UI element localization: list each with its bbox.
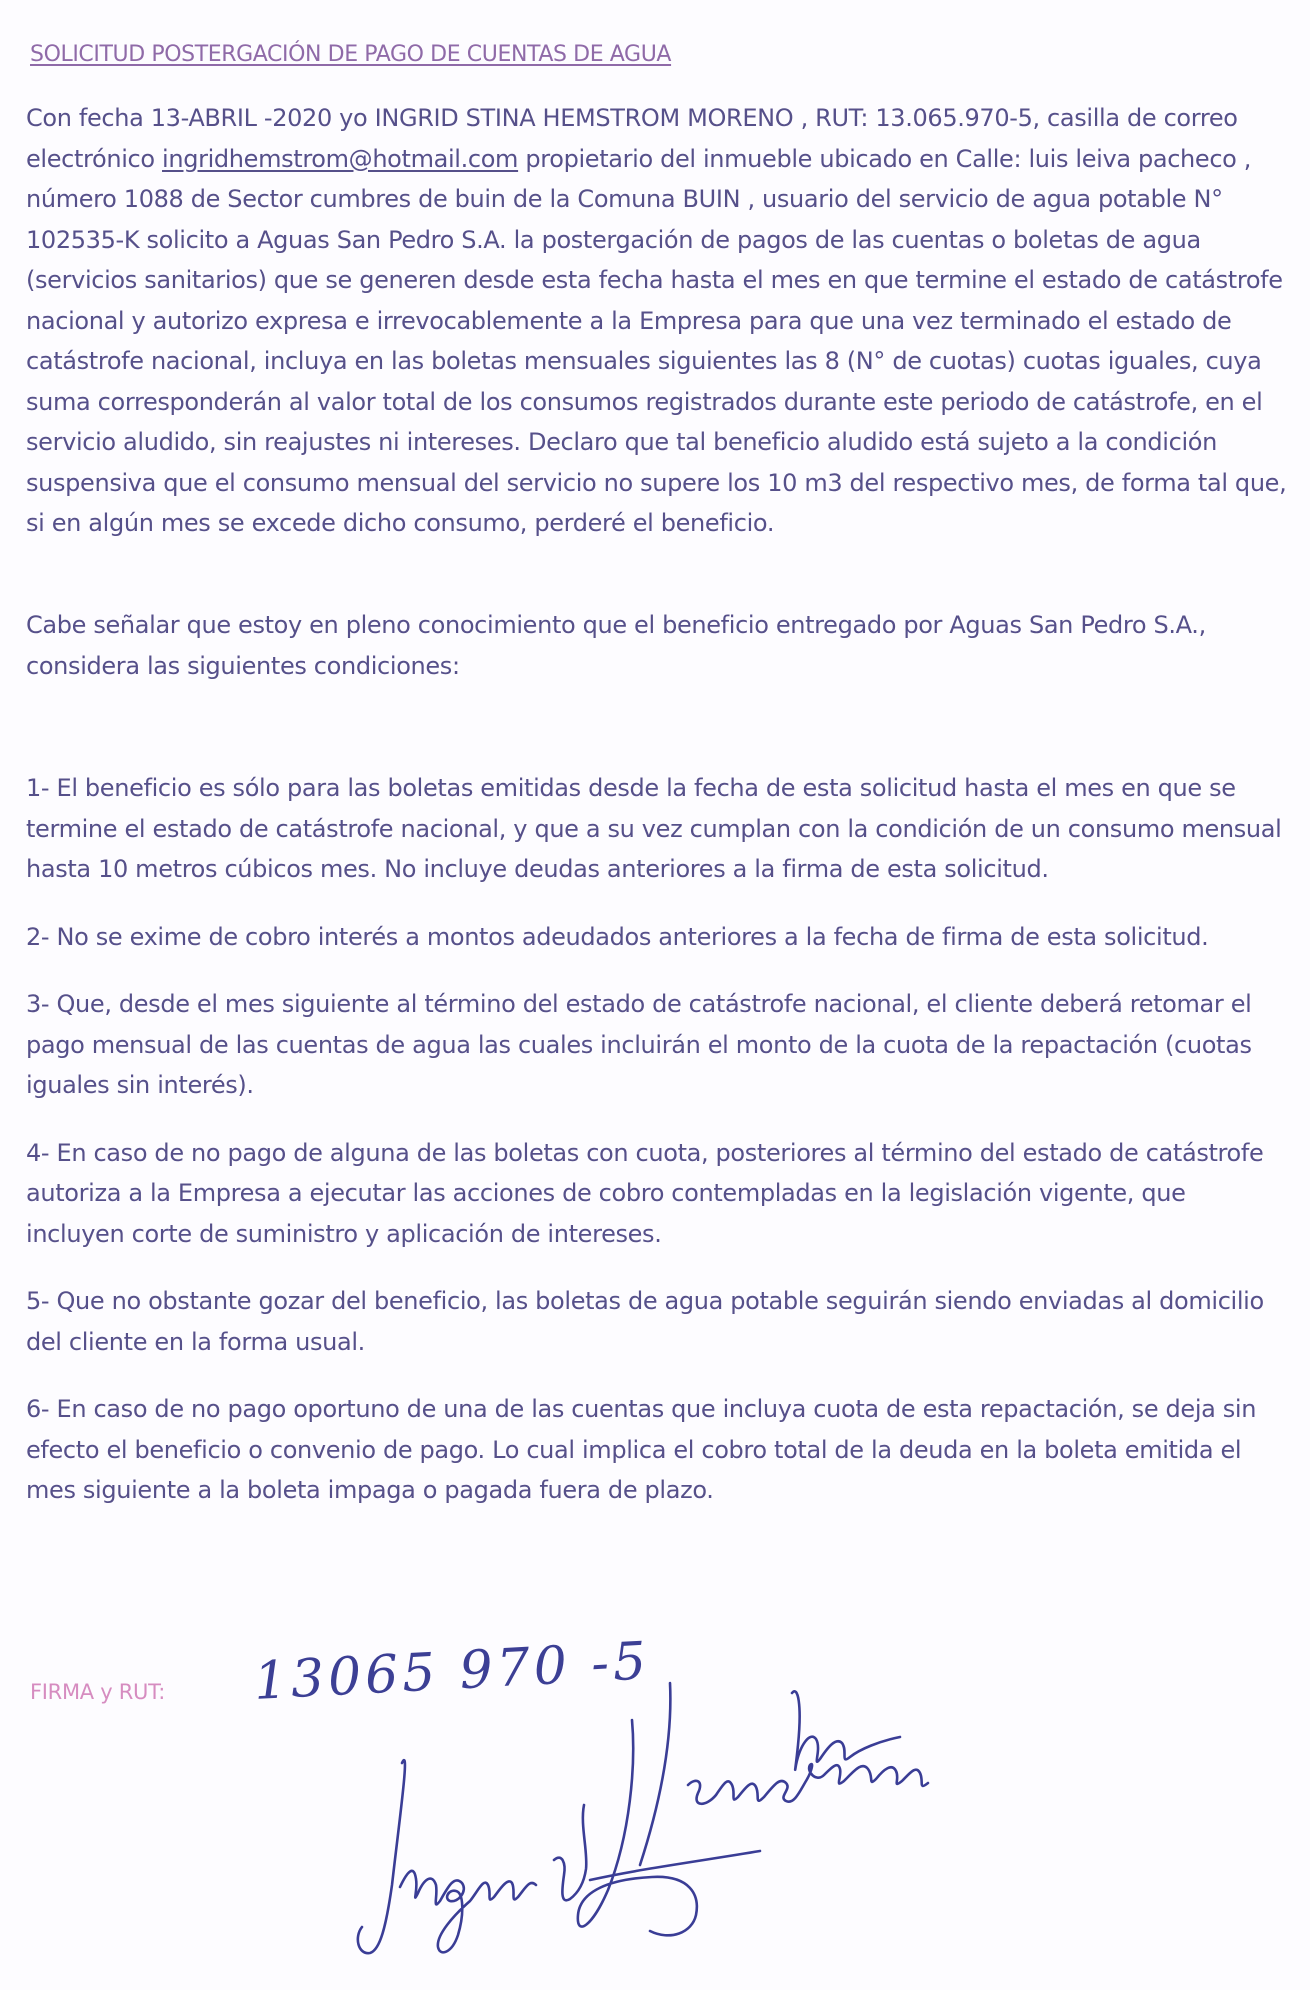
conditions-list: [26, 768, 1288, 1538]
condition-item-6: 6- En caso de no pago oportuno de una de las cuentas que incluya cuota de esta repactación, se deja sin efecto el beneficio o convenio de pago. Lo cual implica el cobro total de la deuda en la boleta emitida el mes siguiente a la boleta impaga o pagada fuera de plazo.: [26, 1395, 1257, 1504]
request-text-end: propietario del inmueble ubicado en Calle: luis leiva pacheco , número 1088 de Sector cumbres de buin de la Comuna BUIN , usuario del servicio de agua potable N° 102535-K solicito a Aguas San Pedro S.A. la postergación de pagos de las cuentas o boletas de agua (servicios sanitarios) que se generen desde esta fecha hasta el mes en que termine el estado de catástrofe nacional y autorizo expresa e irrevocablemente a la Empresa para que una vez terminado el estado de catástrofe nacional, incluya en las boletas mensuales siguientes las 8 (N° de cuotas) cuotas iguales, cuya suma corresponderán al valor total de los consumos registrados durante este periodo de catástrofe, en el servicio aludido, sin reajustes ni intereses. Declaro que tal beneficio aludido está sujeto a la condición suspensiva que el consumo mensual del servicio no supere los 10 m3 del respectivo mes, de forma tal que, si en algún mes se excede dicho consumo, perderé el beneficio.: [26, 144, 1287, 537]
condition-item-5: 5- Que no obstante gozar del beneficio, las boletas de agua potable seguirán siendo enviadas al domicilio del cliente en la forma usual.: [26, 1287, 1264, 1356]
handwritten-rut: 13065 970 -5: [252, 1631, 652, 1712]
request-paragraph: [26, 98, 1288, 544]
conditions-intro: Cabe señalar que estoy en pleno conocimiento que el beneficio entregado por Aguas San Pedro S.A., considera las siguientes condiciones:: [26, 611, 1206, 680]
signature-label: FIRMA y RUT:: [30, 1680, 166, 1704]
condition-item-4: 4- En caso de no pago de alguna de las boletas con cuota, posteriores al término del estado de catástrofe autoriza a la Empresa a ejecutar las acciones de cobro contempladas en la legislación vigente, que incluyen corte de suministro y aplicación de intereses.: [26, 1138, 1264, 1248]
condition-item-2: 2- No se exime de cobro interés a montos adeudados anteriores a la fecha de firma de esta solicitud.: [26, 922, 1209, 951]
request-text-start: Con fecha 13-ABRIL -2020 yo INGRID STINA HEMSTROM MORENO , RUT: 13.065.970-5, casilla de correo electrónico: [26, 104, 1238, 173]
condition-item-1: 1- El beneficio es sólo para las boletas emitidas desde la fecha de esta solicitud hasta el mes en que se termine el estado de catástrofe nacional, y que a su vez cumplan con la condición de un consumo mensual hasta 10 metros cúbicos mes. No incluye deudas anteriores a la firma de esta solicitud.: [26, 774, 1282, 883]
handwritten-signature: [340, 1665, 960, 1965]
document-title: SOLICITUD POSTERGACIÓN DE PAGO DE CUENTAS DE AGUA: [30, 42, 672, 67]
condition-item-3: 3- Que, desde el mes siguiente al término del estado de catástrofe nacional, el cliente deberá retomar el pago mensual de las cuentas de agua las cuales incluirán el monto de la cuota de la repactación (cuotas iguales sin interés).: [26, 990, 1252, 1099]
email-address: ingridhemstrom@hotmail.com: [162, 144, 519, 173]
